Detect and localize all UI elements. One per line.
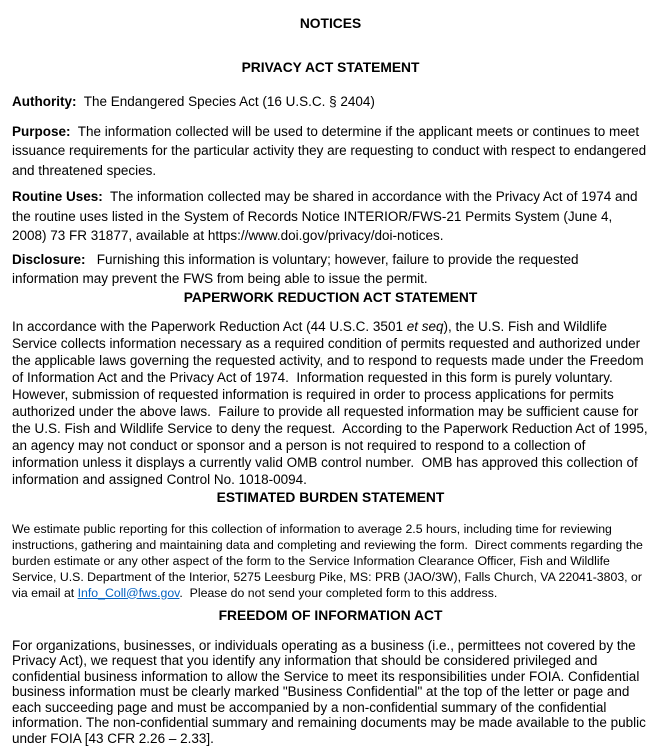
privacy-act-heading: PRIVACY ACT STATEMENT xyxy=(241,60,420,75)
section-privacy-act xyxy=(12,61,649,289)
disclosure-paragraph xyxy=(12,250,649,289)
pra-text-after-italic: ), the U.S. Fish and Wildlife Service collects information necessary as a required condition of permits requested and authorized under the applicable laws governing the requested activity, and to respond to requests made under the Freedom of Information Act and the Privacy Act of 1974. Information requested in this form is purely voluntary. However, submission of requested information is required in order to process applications for permits authorized under the above laws. Failure to provide all requested information may be sufficient cause for the U.S. Fish and Wildlife Service to deny the request. According to the Paperwork Reduction Act of 1995, an agency may not conduct or sponsor and a person is not required to respond to a collection of information unless it displays a currently valid OMB control number. OMB has approved this collection of information and assigned Control No. 1018-0094. xyxy=(12,318,652,487)
pra-text-before-italic: In accordance with the Paperwork Reduction Act (44 U.S.C. 3501 xyxy=(12,318,407,334)
disclosure-label: Disclosure: xyxy=(12,251,86,267)
paperwork-reduction-act-heading: PAPERWORK REDUCTION ACT STATEMENT xyxy=(183,289,478,305)
burden-text-before-link: We estimate public reporting for this collection of information to average 2.5 hours, including time for reviewing instructions, gathering and maintaining data and completing and reviewing the form. Direct comments regarding the burden estimate or any other aspect of the form to the Service Information Clearance Officer, Fish and Wildlife Service, U.S. Department of the Interior, 5275 Leesburg Pike, MS: PRB (JAO/3W), Falls Church, VA 22041-3803, or via email at xyxy=(12,521,647,600)
purpose-text: The information collected will be used to determine if the applicant meets or continues to meet issuance requirements for the particular activity they are requesting to conduct with respect to endangered and threatened species. xyxy=(12,123,650,178)
section-foia xyxy=(12,609,649,747)
paperwork-reduction-act-paragraph xyxy=(12,318,652,488)
authority-paragraph xyxy=(12,92,649,112)
routine-uses-paragraph xyxy=(12,187,649,246)
email-link[interactable]: Info_Coll@fws.gov xyxy=(77,585,180,600)
disclosure-text: Furnishing this information is voluntary; however, failure to provide the requested information may prevent the FWS from being able to issue the permit. xyxy=(12,251,583,286)
pra-et-seq-italic: et seq xyxy=(406,318,444,334)
purpose-paragraph xyxy=(12,122,649,181)
estimated-burden-paragraph xyxy=(12,521,649,601)
authority-text: The Endangered Species Act (16 U.S.C. § 2404) xyxy=(76,94,375,109)
routine-uses-text: The information collected may be shared in accordance with the Privacy Act of 1974 and the routine uses listed in the System of Records Notice INTERIOR/FWS-21 Permits System (June 4, 2008) 73 FR 31877, available at https://www.doi.gov/privacy/doi-notices. xyxy=(12,189,642,243)
purpose-label: Purpose: xyxy=(12,123,71,139)
page-title: NOTICES xyxy=(299,16,362,31)
estimated-burden-heading: ESTIMATED BURDEN STATEMENT xyxy=(216,489,445,505)
routine-uses-label: Routine Uses: xyxy=(12,189,103,204)
section-estimated-burden xyxy=(12,491,649,601)
foia-heading: FREEDOM OF INFORMATION ACT xyxy=(218,607,443,623)
burden-text-after-link: . Please do not send your completed form to this address. xyxy=(179,585,498,600)
section-paperwork-reduction-act xyxy=(12,289,652,488)
foia-paragraph: For organizations, businesses, or individuals operating as a business (i.e., permittees not covered by the Privacy Act), we request that you identify any information that should be considered privileged and confidential business information to allow the Service to meet its responsibilities under FOIA. Confidential business information must be clearly marked "Business Confidential" at the top of the letter or page and each succeeding page and must be accompanied by a non-confidential summary of the confidential information. The non-confidential summary and remaining documents may be made available to the public under FOIA [43 CFR 2.26 – 2.33]. xyxy=(12,637,650,747)
authority-label: Authority: xyxy=(12,94,77,109)
